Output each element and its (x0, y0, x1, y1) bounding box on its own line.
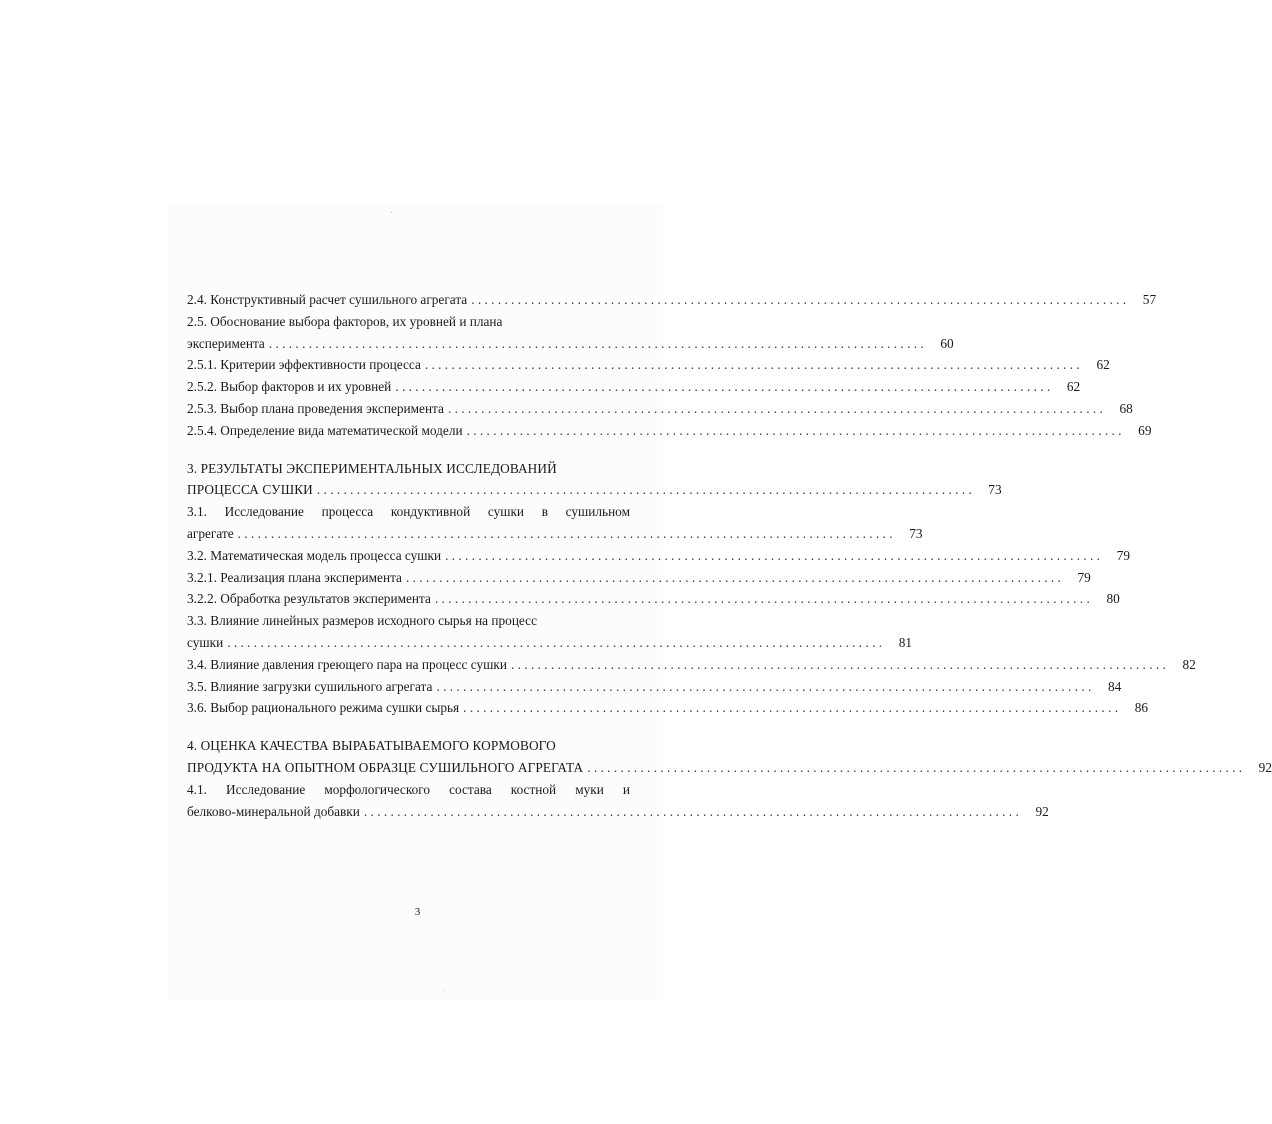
toc-entry (187, 588, 1120, 610)
toc-entry (187, 676, 1122, 698)
toc-entry-page: 84 (1108, 678, 1122, 694)
toc-entry (187, 632, 913, 654)
toc-entry (187, 779, 630, 801)
toc-entry-title: 3.5. Влияние загрузки сушильного агрегата (187, 678, 433, 694)
toc-entry-title: эксперимента (187, 335, 265, 351)
toc-entry-title: сушки (187, 634, 224, 650)
toc-entry (187, 479, 1002, 501)
toc-entry-page: 81 (898, 634, 913, 650)
dot-leader (436, 676, 1091, 698)
dot-leader (238, 523, 893, 545)
dot-leader (463, 697, 1118, 719)
toc-entry-page: 69 (1138, 422, 1152, 438)
toc-entry-title: 3.2.2. Обработка результатов эксперимента (187, 591, 431, 607)
toc-entry (187, 697, 1149, 719)
toc-group-chapter-4 (187, 735, 1272, 822)
toc-entry-title: 3.1. Исследование процесса кондуктивной сушки в сушильном (187, 504, 630, 520)
toc-entry-title: 2.5.2. Выбор факторов и их уровней (187, 379, 392, 395)
toc-entry-page: 62 (1096, 357, 1110, 373)
toc-entry-page: 79 (1116, 547, 1130, 563)
toc-entry-title: 3.4. Влияние давления греющего пара на процесс сушки (187, 656, 507, 672)
page-number: 3 (414, 906, 421, 918)
toc-entry-title: 2.5.4. Определение вида математической модели (187, 422, 463, 438)
toc-entry-page: 92 (1258, 759, 1272, 775)
toc-entry-title: 2.5.1. Критерии эффективности процесса (187, 357, 421, 373)
toc-entry-title: агрегате (187, 525, 234, 541)
dot-leader (448, 398, 1103, 420)
toc-entry (187, 567, 1091, 589)
scan-speck (443, 990, 444, 991)
table-of-contents (187, 289, 1272, 822)
toc-entry-title: белково-минеральной добавки (187, 803, 360, 819)
dot-leader (435, 588, 1090, 610)
dot-leader (587, 757, 1242, 779)
toc-chapter-heading (187, 458, 630, 480)
toc-entry-title: 2.5. Обоснование выбора факторов, их уровней и плана (187, 313, 503, 329)
toc-entry-title: 2.5.3. Выбор плана проведения эксперимента (187, 400, 444, 416)
dot-leader (471, 289, 1126, 311)
toc-entry-page: 57 (1142, 292, 1157, 307)
toc-entry-title: 2.4. Конструктивный расчет сушильного агрегата (187, 292, 468, 307)
toc-entry (187, 420, 1152, 442)
dot-leader (406, 567, 1061, 589)
toc-entry-page: 60 (940, 335, 954, 351)
toc-entry-title: 4. ОЦЕНКА КАЧЕСТВА ВЫРАБАТЫВАЕМОГО КОРМОВОГО (187, 738, 556, 754)
dot-leader (227, 632, 882, 654)
toc-entry-page: 79 (1077, 569, 1091, 585)
toc-entry-page: 92 (1035, 803, 1049, 819)
toc-entry-title: 3.2.1. Реализация плана эксперимента (187, 569, 402, 585)
toc-group-chapter-3 (187, 458, 1196, 720)
dot-leader (317, 479, 972, 501)
dot-leader (364, 801, 1019, 823)
toc-entry-page: 73 (988, 482, 1002, 498)
toc-entry-page: 73 (909, 525, 923, 541)
toc-entry (187, 654, 1196, 676)
toc-entry (187, 376, 1081, 398)
toc-entry (187, 610, 630, 632)
toc-entry (187, 757, 1272, 779)
toc-entry-title: 3. РЕЗУЛЬТАТЫ ЭКСПЕРИМЕНТАЛЬНЫХ ИССЛЕДОВАНИЙ (187, 460, 557, 476)
scan-speck (391, 212, 392, 213)
dot-leader (445, 545, 1100, 567)
dot-leader (425, 354, 1080, 376)
toc-entry-page: 68 (1119, 400, 1133, 416)
toc-entry (187, 333, 954, 355)
toc-entry (187, 289, 1157, 311)
toc-group-chapter-2 (187, 289, 1157, 442)
toc-entry-title: 3.6. Выбор рационального режима сушки сырья (187, 700, 460, 716)
toc-entry-page: 86 (1134, 700, 1149, 716)
toc-entry (187, 501, 630, 523)
toc-entry-page: 80 (1106, 591, 1120, 607)
toc-entry-title: 3.2. Математическая модель процесса сушки (187, 547, 442, 563)
dot-leader (395, 376, 1050, 398)
toc-entry-title: ПРОДУКТА НА ОПЫТНОМ ОБРАЗЦЕ СУШИЛЬНОГО АГРЕГАТА (187, 759, 584, 775)
dot-leader (467, 420, 1122, 442)
toc-entry (187, 801, 1049, 823)
toc-entry (187, 545, 1130, 567)
toc-entry (187, 523, 923, 545)
toc-entry (187, 398, 1133, 420)
toc-entry-title: 4.1. Исследование морфологического состава костной муки и (187, 781, 630, 797)
toc-entry-page: 82 (1182, 656, 1196, 672)
toc-entry-title: ПРОЦЕССА СУШКИ (187, 482, 313, 498)
toc-entry (187, 354, 1110, 376)
toc-chapter-heading (187, 735, 630, 757)
toc-entry (187, 311, 630, 333)
dot-leader (269, 333, 924, 355)
toc-entry-title: 3.3. Влияние линейных размеров исходного сырья на процесс (187, 613, 537, 629)
dot-leader (511, 654, 1166, 676)
toc-entry-page: 62 (1066, 379, 1081, 395)
